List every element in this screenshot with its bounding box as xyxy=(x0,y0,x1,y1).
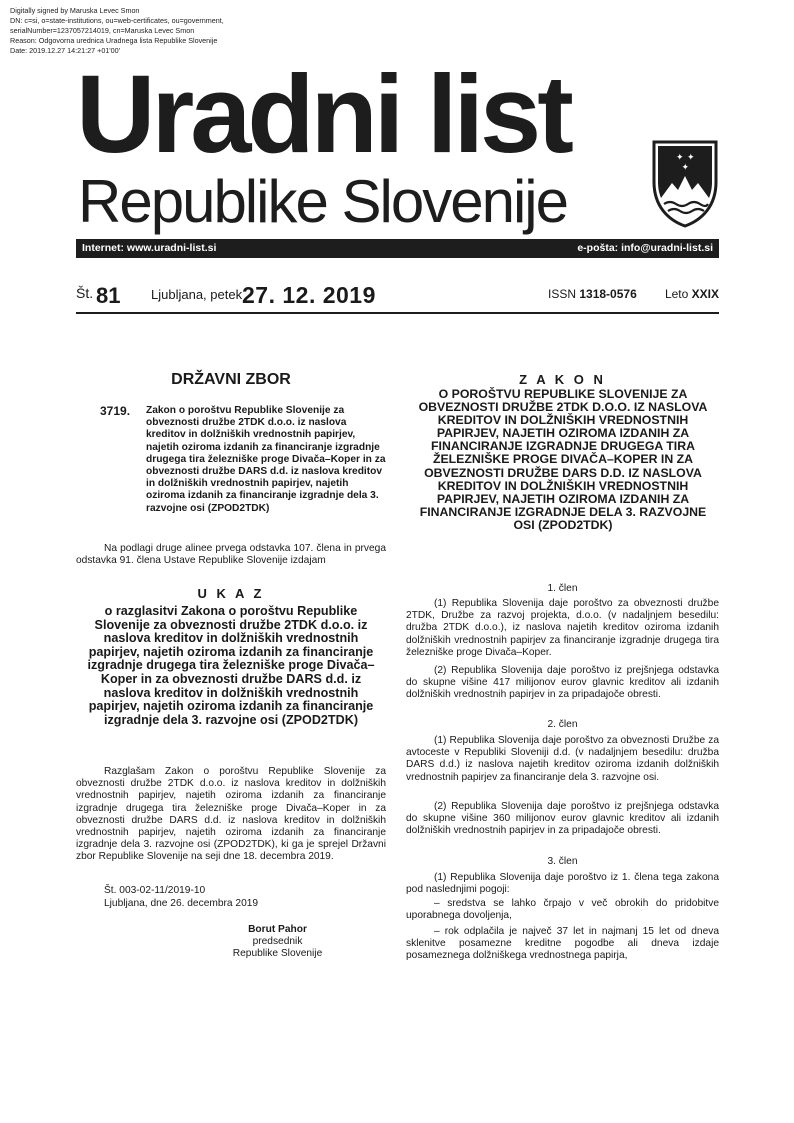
signature-line: Date: 2019.12.27 14:21:27 +01'00' xyxy=(10,46,121,55)
masthead-title: Uradni list xyxy=(76,53,570,176)
article-2-paragraph-1: (1) Republika Slovenija daje poroštvo za obveznosti Družbe za avtoceste v Republiki Sloveniji d.d. (v nadaljnjem besedilu: družba DARS d.d.) iz naslova najetih kreditov oziroma izdanih dolžniških vrednostnih papirjev za financiranje dela 3. razvojne osi. xyxy=(406,735,719,783)
volume xyxy=(665,287,719,301)
act-title[interactable]: Zakon o poroštvu Republike Slovenije za obveznosti družbe 2TDK d.o.o. iz naslova kreditov in dolžniških vrednostnih papirjev, najetih oziroma izdanih za financiranje izgradnje drugega tira železniške proge Divača–Koper in za obveznosti družbe DARS d.d. iz naslova kreditov in dolžniških vrednostnih papirjev, najetih oziroma izdanih za financiranje izgradnje dela 3. razvojne osi (ZPOD2TDK) xyxy=(146,405,386,514)
section-heading-wrap xyxy=(76,371,386,388)
issue-number-label: Št. xyxy=(76,285,94,301)
issue-line xyxy=(76,282,719,312)
website-link[interactable]: Internet: www.uradni-list.si xyxy=(82,242,217,254)
article-3-paragraph-1: (1) Republika Slovenija daje poroštvo iz 1. člena tega zakona pod naslednjimi pogoji: xyxy=(406,872,719,896)
section-heading: DRŽAVNI ZBOR xyxy=(171,371,291,388)
digital-signature-block xyxy=(10,6,340,56)
svg-text:✦: ✦ xyxy=(676,153,684,163)
masthead-subtitle: Republike Slovenije xyxy=(78,168,567,235)
signer-org: Republike Slovenije xyxy=(232,948,323,960)
signature-line: serialNumber=1237057214019, cn=Maruska Levec Smon xyxy=(10,26,195,35)
issn-label: ISSN xyxy=(548,287,577,301)
reference-date: Ljubljana, dne 26. decembra 2019 xyxy=(104,898,259,909)
ukaz-subtitle: o razglasitvi Zakona o poroštvu Republike Slovenije za obveznosti družbe 2TDK d.o.o. iz naslova kreditov in dolžniških vrednostnih papirjev, najetih oziroma izdanih za financiranje izgradnje drugega tira železniške proge Divača–Koper in za obveznosti družbe DARS d.d. iz naslova kreditov in dolžniških vrednostnih papirjev, najetih oziroma izdanih za financiranje izgradnje dela 3. razvojne osi (ZPOD2TDK) xyxy=(87,604,375,727)
proclamation-text: Razglašam Zakon o poroštvu Republike Slovenije za obveznosti družbe 2TDK d.o.o. iz naslova kreditov in dolžniških vrednostnih papirjev, najetih oziroma izdanih za financiranje izgradnje drugega tira železniške proge Divača–Koper in za obveznosti družbe DARS d.d. iz naslova kreditov in dolžniških vrednostnih papirjev, najetih oziroma izdanih za financiranje izgradnje dela 3. razvojne osi (ZPOD2TDK), ki ga je sprejel Državni zbor Republike Slovenije na seji dne 18. decembra 2019. xyxy=(76,766,386,863)
article-3-heading: 3. člen xyxy=(547,856,578,867)
article-1-paragraph-1: (1) Republika Slovenija daje poroštvo za obveznosti družbe 2TDK, Družbe za razvoj projekta, d.o.o. (v nadaljnjem besedilu: družba 2TDK d.o.o.), iz naslova najetih kreditov oziroma izdanih dolžniških vrednostnih papirjev za financiranje izgradnje drugega tira železniške proge Divača–Koper. xyxy=(406,598,719,658)
article-1-heading: 1. člen xyxy=(547,583,578,594)
issue-date: 27. 12. 2019 xyxy=(242,282,376,308)
svg-text:✦: ✦ xyxy=(681,163,690,173)
article-2-heading: 2. člen xyxy=(547,719,578,730)
signer-name: Borut Pahor xyxy=(248,924,307,935)
volume-label: Leto xyxy=(664,287,689,301)
zakon-title: O POROŠTVU REPUBLIKE SLOVENIJE ZA OBVEZNOSTI DRUŽBE 2TDK D.O.O. IZ NASLOVA KREDITOV IN DOLŽNIŠKIH VREDNOSTNIH PAPIRJEV, NAJETIH OZIROMA IZDANIH ZA FINANCIRANJE IZGRADNJE DRUGEGA TIRA ŽELEZNIŠKE PROGE DIVAČA–KOPER IN ZA OBVEZNOSTI DRUŽBE DARS D.D. IZ NASLOVA KREDITOV IN DOLŽNIŠKIH VREDNOSTNIH PAPIRJEV, NAJETIH OZIROMA IZDANIH ZA FINANCIRANJE IZGRADNJE DELA 3. RAZVOJNE OSI (ZPOD2TDK) xyxy=(418,387,708,532)
header-divider xyxy=(76,312,719,314)
signer-role: predsednik xyxy=(252,936,303,948)
masthead-contact-bar xyxy=(76,239,719,258)
reference-number: Št. 003-02-11/2019-10 xyxy=(104,885,206,896)
issn-value: 1318-0576 xyxy=(579,287,637,301)
act-number: 3719. xyxy=(100,404,131,418)
article-1-paragraph-2: (2) Republika Slovenija daje poroštvo iz prejšnjega odstavka do skupne višine 417 milijonov eurov glavnic kreditov ali izdanih dolžniških vrednostnih papirjev in za pripadajoče obresti. xyxy=(406,665,719,701)
slovenian-coat-of-arms-icon xyxy=(650,138,720,228)
volume-value: XXIX xyxy=(691,287,719,301)
signature-line: DN: c=si, o=state-institutions, ou=web-certificates, ou=government, xyxy=(10,16,224,25)
signature-block xyxy=(200,924,355,961)
article-3-bullet-2: – rok odplačila je največ 37 let in najmanj 15 let od dneva sklenitve posamezne kreditne pogodbe ali dneva izdaje posameznega dolžniškega vrednostnega papirja, xyxy=(406,926,719,962)
signature-line: Reason: Odgovorna urednica Uradnega lista Republike Slovenije xyxy=(10,36,218,45)
issn xyxy=(548,287,637,301)
ukaz-heading: U K A Z xyxy=(197,586,265,601)
issue-number: 81 xyxy=(96,283,121,308)
issue-place: Ljubljana, petek xyxy=(151,287,243,302)
signature-line: Digitally signed by Maruska Levec Smon xyxy=(10,6,140,15)
article-2-paragraph-2: (2) Republika Slovenija daje poroštvo iz prejšnjega odstavka do skupne višine 360 milijonov eurov glavnic kreditov ali izdanih dolžniških vrednostnih papirjev in za pripadajoče obresti. xyxy=(406,801,719,837)
preamble: Na podlagi druge alinee prvega odstavka 107. člena in prvega odstavka 91. člena Ustave Republike Slovenije izdajam xyxy=(76,543,386,567)
email-link[interactable]: e-pošta: info@uradni-list.si xyxy=(577,242,713,254)
article-3-bullet-1: – sredstva se lahko črpajo v več obrokih do pridobitve uporabnega dovoljenja, xyxy=(406,898,719,922)
zakon-heading: Z A K O N xyxy=(519,372,606,387)
svg-text:✦: ✦ xyxy=(687,153,695,163)
